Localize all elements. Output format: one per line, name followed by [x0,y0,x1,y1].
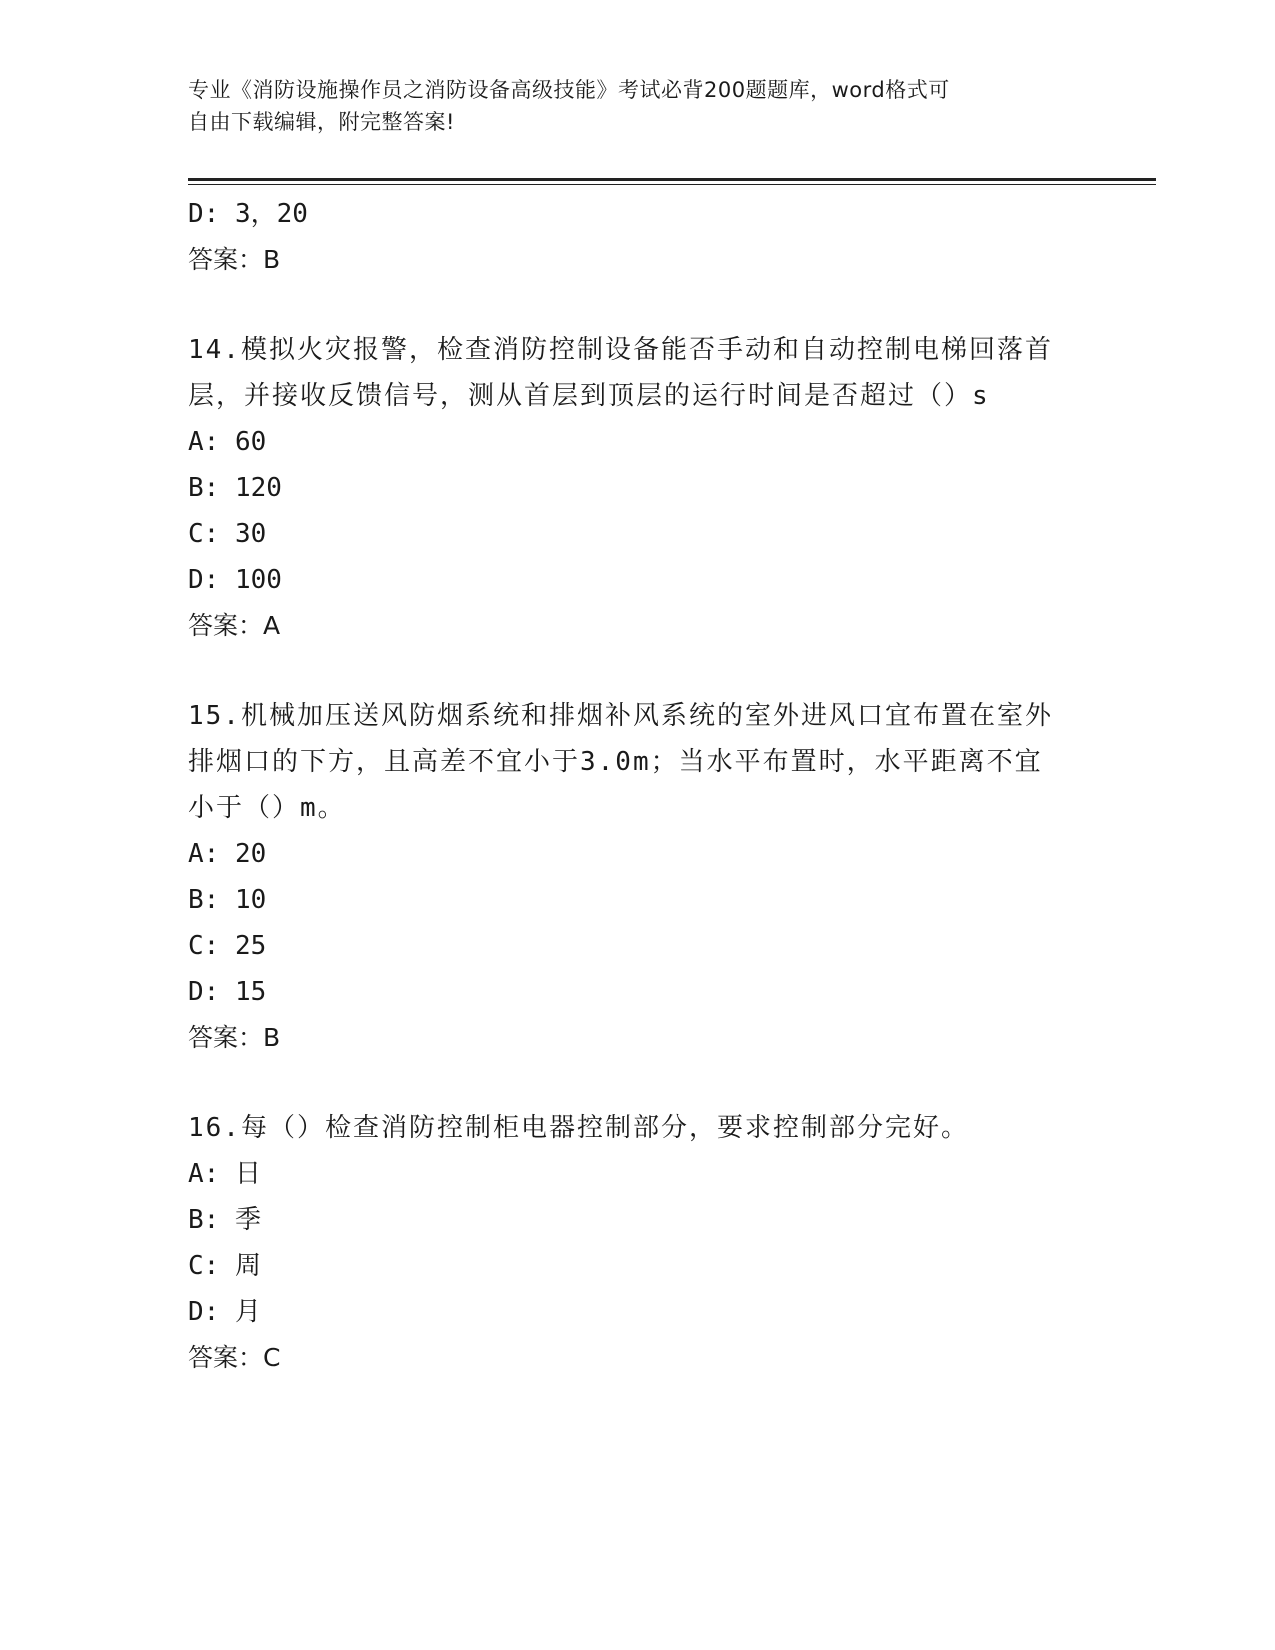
answer-line: 答案：B [188,245,281,274]
header-title-line-1: 专业《消防设施操作员之消防设备高级技能》考试必背200题题库，word格式可 [188,78,950,102]
option-a: A: 日 [188,1159,261,1189]
option-a: A: 20 [188,839,267,869]
question-14 [188,327,1088,649]
question-13-tail [188,191,1088,283]
question-stem-line: 14.模拟火灾报警，检查消防控制设备能否手动和自动控制电梯回落首 [188,335,1053,365]
option-c: C: 25 [188,931,267,961]
option-c: C: 周 [188,1251,261,1281]
option-d: D: 3，20 [188,199,308,229]
answer-line: 答案：A [188,611,281,640]
option-b: B: 120 [188,473,282,503]
question-stem-line: 排烟口的下方，且高差不宜小于3.0m；当水平布置时，水平距离不宜 [188,747,1043,777]
question-15 [188,693,1088,1061]
option-a: A: 60 [188,427,267,457]
header-divider-thin [188,184,1156,185]
answer-line: 答案：B [188,1023,281,1052]
option-b: B: 10 [188,885,267,915]
header-title-line-2: 自由下载编辑，附完整答案! [188,110,455,134]
question-stem-line: 16.每（）检查消防控制柜电器控制部分，要求控制部分完好。 [188,1113,969,1143]
question-stem-line: 15.机械加压送风防烟系统和排烟补风系统的室外进风口宜布置在室外 [188,701,1053,731]
option-d: D: 月 [188,1297,261,1327]
question-list [188,191,1088,1381]
spacer [188,283,1088,327]
question-16 [188,1105,1088,1381]
spacer [188,649,1088,693]
option-d: D: 15 [188,977,267,1007]
question-stem-line: 小于（）m。 [188,793,346,823]
spacer [188,1061,1088,1105]
option-c: C: 30 [188,519,267,549]
answer-line: 答案：C [188,1343,281,1372]
document-header [188,74,1068,138]
question-stem-line: 层，并接收反馈信号，测从首层到顶层的运行时间是否超过（）s [188,381,990,411]
option-b: B: 季 [188,1205,261,1235]
option-d: D: 100 [188,565,282,595]
header-divider-thick [188,178,1156,181]
